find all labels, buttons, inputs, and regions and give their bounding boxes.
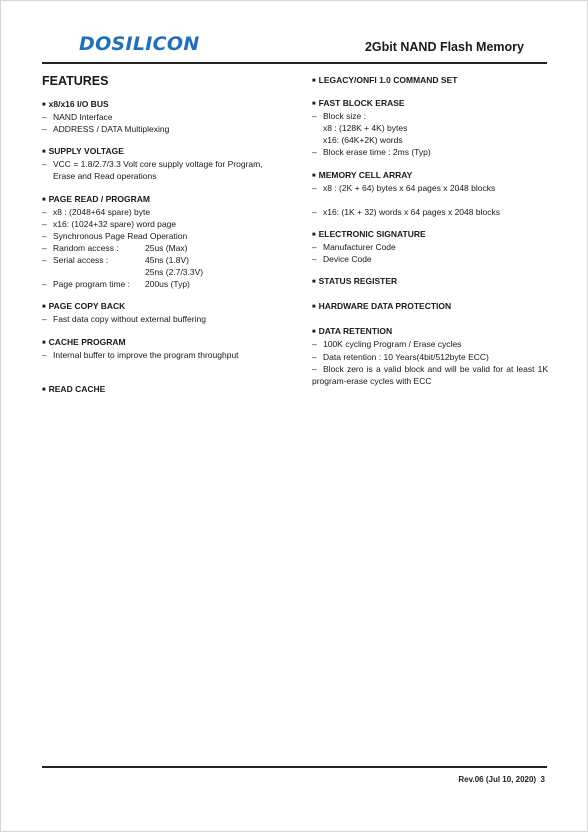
spec-row: – Serial access : 45ns (1.8V) bbox=[42, 255, 189, 266]
spec-row: 25ns (2.7/3.3V) bbox=[145, 267, 204, 278]
section-title: ■ PAGE COPY BACK bbox=[42, 301, 126, 312]
bullet-icon: ■ bbox=[42, 196, 46, 203]
section-title: ■ x8/x16 I/O BUS bbox=[42, 99, 109, 109]
list-item-sub: x16: (64K+2K) words bbox=[323, 135, 403, 146]
section-title: ■ PAGE READ / PROGRAM bbox=[42, 193, 151, 204]
left-column bbox=[42, 74, 292, 406]
section-page-copy-back bbox=[42, 300, 292, 325]
list-item: – 100K cycling Program / Erase cycles bbox=[312, 339, 462, 350]
section-memory-cell-array bbox=[312, 169, 548, 218]
bullet-icon: ■ bbox=[42, 339, 46, 346]
list-item: – x8 : (2K + 64) bytes x 64 pages x 2048 blocks bbox=[312, 182, 496, 193]
list-item: – x16: (1024+32 spare) word page bbox=[42, 218, 177, 229]
section-supply-voltage bbox=[42, 145, 292, 182]
list-item-continuation: Erase and Read operations bbox=[53, 171, 157, 182]
list-item: – x16: (1K + 32) words x 64 pages x 2048 blocks bbox=[312, 206, 500, 217]
company-logo: DOSILICON bbox=[79, 33, 200, 55]
section-title: ■ STATUS REGISTER bbox=[312, 276, 398, 287]
list-item: – Manufacturer Code bbox=[312, 241, 396, 252]
bullet-icon: ■ bbox=[42, 304, 46, 311]
bullet-icon: ■ bbox=[42, 102, 46, 108]
list-item: – ADDRESS / DATA Multiplexing bbox=[42, 124, 170, 135]
bullet-icon: ■ bbox=[312, 231, 316, 238]
bullet-icon: ■ bbox=[312, 78, 316, 84]
section-title: ■ DATA RETENTION bbox=[312, 326, 393, 337]
bullet-icon: ■ bbox=[312, 329, 316, 336]
footer-rule bbox=[42, 766, 547, 768]
section-title: ■ HARDWARE DATA PROTECTION bbox=[312, 301, 452, 312]
list-item: – Data retention : 10 Years(4bit/512byte ECC) bbox=[312, 351, 489, 362]
section-title: ■ MEMORY CELL ARRAY bbox=[312, 169, 413, 180]
list-item: – NAND Interface bbox=[42, 112, 113, 123]
right-column bbox=[312, 74, 548, 397]
bullet-icon: ■ bbox=[312, 172, 316, 179]
spec-row: – Random access : 25us (Max) bbox=[42, 242, 188, 253]
section-fast-block-erase bbox=[312, 97, 548, 158]
header-rule bbox=[42, 62, 547, 64]
section-legacy-command-set bbox=[312, 74, 548, 87]
section-hardware-data-protection bbox=[312, 300, 548, 313]
section-electronic-signature bbox=[312, 228, 548, 265]
revision-label: Rev.06 (Jul 10, 2020) bbox=[458, 775, 537, 784]
bullet-icon: ■ bbox=[42, 149, 46, 156]
section-title: ■ READ CACHE bbox=[42, 383, 106, 394]
section-io-bus bbox=[42, 98, 292, 135]
page-number: 3 bbox=[540, 775, 545, 784]
section-cache-program bbox=[42, 336, 292, 361]
bullet-icon: ■ bbox=[312, 304, 316, 311]
section-page-read-program bbox=[42, 193, 292, 291]
list-item: – Block erase time : 2ms (Typ) bbox=[312, 147, 431, 158]
bullet-icon: ■ bbox=[42, 386, 46, 393]
list-item-sub: x8 : (128K + 4K) bytes bbox=[323, 123, 408, 134]
list-item: – Synchronous Page Read Operation bbox=[42, 230, 188, 241]
bullet-icon: ■ bbox=[312, 101, 316, 108]
list-item-paragraph: – Block zero is a valid block and will be valid for at least 1K program-erase cycles with ECC bbox=[312, 363, 548, 386]
list-item: – Fast data copy without external buffering bbox=[42, 314, 206, 325]
document-title: 2Gbit NAND Flash Memory bbox=[364, 40, 524, 54]
list-item: – Device Code bbox=[312, 254, 372, 265]
section-title: ■ LEGACY/ONFI 1.0 COMMAND SET bbox=[312, 75, 458, 85]
section-data-retention bbox=[312, 325, 548, 386]
spec-row: – Page program time : 200us (Typ) bbox=[42, 279, 190, 290]
list-item: – Internal buffer to improve the program throughput bbox=[42, 349, 239, 360]
list-item: – x8 : (2048+64 spare) byte bbox=[42, 206, 151, 217]
list-item: – VCC = 1.8/2.7/3.3 Volt core supply voltage for Program, bbox=[42, 159, 263, 170]
bullet-icon: ■ bbox=[312, 279, 316, 286]
section-title: ■ SUPPLY VOLTAGE bbox=[42, 146, 124, 157]
features-heading: FEATURES bbox=[42, 74, 109, 88]
section-title: ■ ELECTRONIC SIGNATURE bbox=[312, 228, 426, 239]
section-status-register bbox=[312, 275, 548, 288]
page-footer bbox=[458, 775, 545, 784]
section-title: ■ FAST BLOCK ERASE bbox=[312, 98, 405, 109]
list-item: – Block size : bbox=[312, 111, 366, 122]
section-read-cache bbox=[42, 383, 292, 396]
section-title: ■ CACHE PROGRAM bbox=[42, 336, 126, 347]
